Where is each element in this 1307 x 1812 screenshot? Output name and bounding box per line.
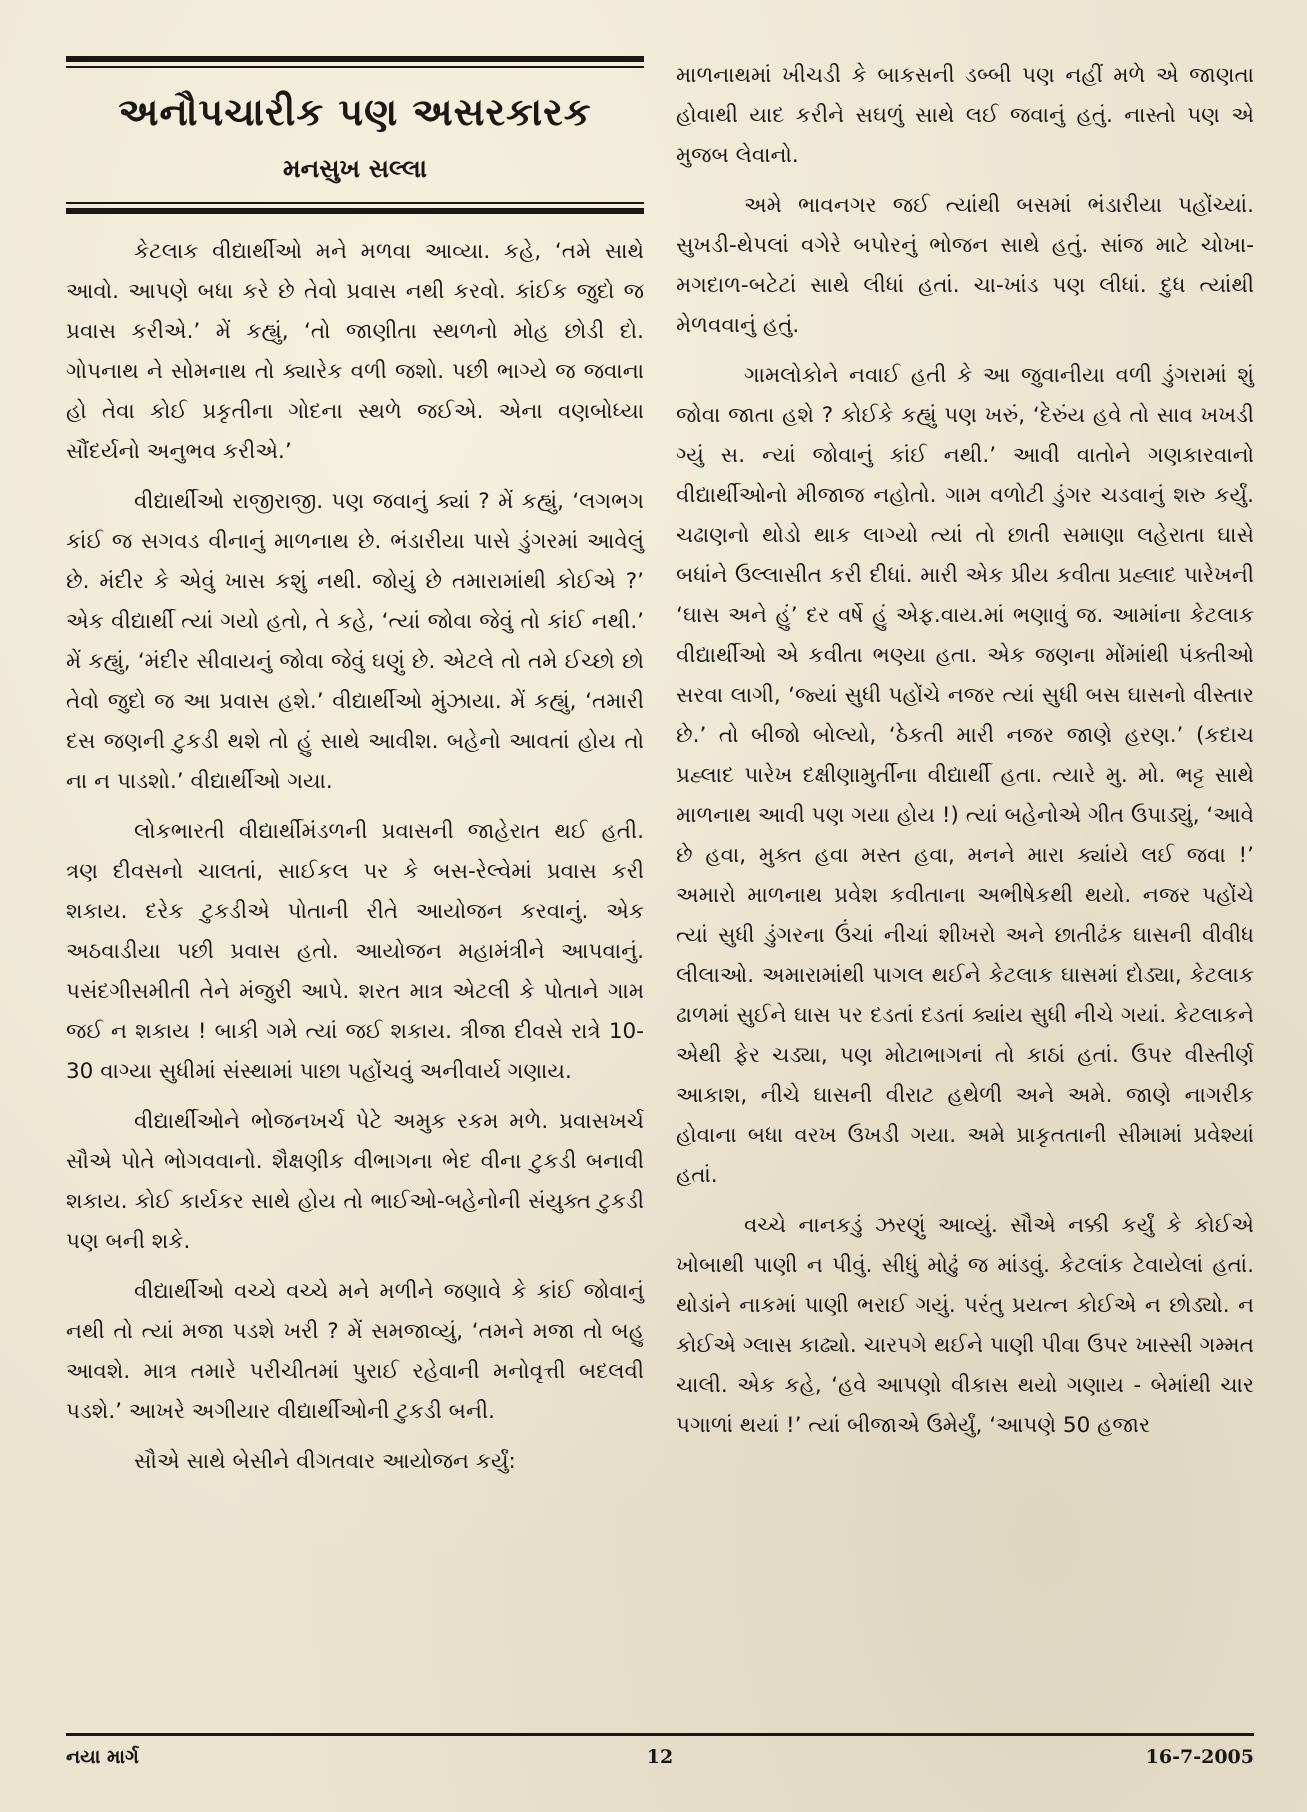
- paragraph: સૌએ સાથે બેસીને વીગતવાર આયોજન કર્યું:: [134, 1448, 516, 1474]
- article-title: અનૌપચારીક પણ અસરકારક: [118, 90, 592, 134]
- right-column: [676, 56, 1254, 1702]
- paragraph: લોકભારતી વીદ્યાર્થીમંડળની પ્રવાસની જાહેરાત થઈ હતી. ત્રણ દીવસનો ચાલતાં, સાઈકલ પર કે બસ-રેલ્વેમાં પ્રવાસ કરી શકાય. દરેક ટુકડીએ પોતાની રીતે આયોજન કરવાનું. એક અઠવાડીયા પછી પ્રવાસ હતો. આયોજન મહામંત્રીને આપવાનું. પસંદગીસમીતી તેને મંજુરી આપે. શરત માત્ર એટલી કે પોતાને ગામ જઈ ન શકાય ! બાકી ગમે ત્યાં જઈ શકાય. ત્રીજા દીવસે રાત્રે 10-30 વાગ્યા સુધીમાં સંસ્થામાં પાછા પહોંચવું અનીવાર્ય ગણાય.: [66, 818, 644, 1084]
- publication-name: નયા માર્ગ: [66, 1746, 139, 1768]
- paragraph: અમે ભાવનગર જઈ ત્યાંથી બસમાં ભંડારીયા પહોંચ્યાં. સુખડી-થેપલાં વગેરે બપોરનું ભોજન સાથે હતું. સાંજ માટે ચોખા-મગદાળ-બટેટાં સાથે લીધાં હતાં. ચા-ખાંડ પણ લીધાં. દુધ ત્યાંથી મેળવવાનું હતું.: [676, 193, 1254, 338]
- paragraph: વીદ્યાર્થીઓને ભોજનખર્ચ પેટે અમુક રકમ મળે. પ્રવાસખર્ચ સૌએ પોતે ભોગવવાનો. શૈક્ષણીક વીભાગના ભેદ વીના ટુકડી બનાવી શકાય. કોઈ કાર્યકર સાથે હોય તો ભાઈઓ-બહેનોની સંયુક્ત ટુકડી પણ બની શકે.: [66, 1108, 644, 1254]
- paragraph: વીદ્યાર્થીઓ વચ્ચે વચ્ચે મને મળીને જણાવે કે કાંઈ જોવાનું નથી તો ત્યાં મજા પડશે ખરી ? મેં સમજાવ્યું, ‘તમને મજા તો બહુ આવશે. માત્ર તમારે પરીચીતમાં પુરાઈ રહેવાની મનોવૃત્તી બદલવી પડશે.’ આખરે અગીયાર વીદ્યાર્થીઓની ટુકડી બની.: [66, 1278, 644, 1424]
- footer-rule: [66, 1733, 1254, 1736]
- paragraph: વીદ્યાર્થીઓ રાજીરાજી. પણ જવાનું ક્યાં ? મેં કહ્યું, ‘લગભગ કાંઈ જ સગવડ વીનાનું માળનાથ છે. ભંડારીયા પાસે ડુંગરમાં આવેલું છે. મંદીર કે એવું ખાસ કશું નથી. જોયું છે તમારામાંથી કોઈએ ?’ એક વીદ્યાર્થી ત્યાં ગયો હતો, તે કહે, ‘ત્યાં જોવા જેવું તો કાંઈ નથી.’ મેં કહ્યું, ‘મંદીર સીવાયનું જોવા જેવું ઘણું છે. એટલે તો તમે ઈચ્છો છો તેવો જુદો જ આ પ્રવાસ હશે.’ વીદ્યાર્થીઓ મુંઝાયા. મેં કહ્યું, ‘તમારી દસ જણની ટુકડી થશે તો હું સાથે આવીશ. બહેનો આવતાં હોય તો ના ન પાડશો.’ વીદ્યાર્થીઓ ગયા.: [66, 488, 644, 794]
- page-number: 12: [646, 1746, 674, 1768]
- paragraph: માળનાથમાં ખીચડી કે બાકસની ડબ્બી પણ નહીં મળે એ જાણતા હોવાથી યાદ કરીને સઘળું સાથે લઈ જવાનું હતું. નાસ્તો પણ એ મુજબ લેવાનો.: [676, 63, 1254, 168]
- title-top-thin-rule: [66, 66, 644, 68]
- paragraph: વચ્ચે નાનકડું ઝરણું આવ્યું. સૌએ નક્કી કર્યું કે કોઈએ ખોબાથી પાણી ન પીવું. સીધું મોઢું જ માંડવું. કેટલાંક ટેવાયેલાં હતાં. થોડાંને નાકમાં પાણી ભરાઈ ગયું. પરંતુ પ્રયત્ન કોઈએ ન છોડ્યો. ન કોઈએ ગ્લાસ કાઢ્યો. ચારપગે થઈને પાણી પીવા ઉપર ખાસ્સી ગમ્મત ચાલી. એક કહે, ‘હવે આપણો વીકાસ થયો ગણાય - બેમાંથી ચાર પગાળાં થયાં !’ ત્યાં બીજાએ ઉમેર્યું, ‘આપણે 50 હજાર: [676, 1213, 1254, 1438]
- issue-date: 16-7-2005: [1145, 1746, 1254, 1768]
- left-column: [66, 56, 644, 1702]
- paragraph: કેટલાક વીદ્યાર્થીઓ મને મળવા આવ્યા. કહે, ‘તમે સાથે આવો. આપણે બધા કરે છે તેવો પ્રવાસ નથી કરવો. કાંઈક જુદો જ પ્રવાસ કરીએ.’ મેં કહ્યું, ‘તો જાણીતા સ્થળનો મોહ છોડી દો. ગોપનાથ ને સોમનાથ તો ક્યારેક વળી જશો. પછી ભાગ્યે જ જવાના હો તેવા કોઈ પ્રકૃતીના ગોદના સ્થળે જઈએ. એના વણબોધ્યા સૌંદર્યનો અનુભવ કરીએ.’: [66, 238, 644, 464]
- paragraph: ગામલોકોને નવાઈ હતી કે આ જુવાનીયા વળી ડુંગરામાં શું જોવા જાતા હશે ? કોઈકે કહ્યું પણ ખરું, ‘દેરુંય હવે તો સાવ ખખડી ગ્યું સ. ન્યાં જોવાનું કાંઈ નથી.’ આવી વાતોને ગણકારવાનો વીદ્યાર્થીઓનો મીજાજ નહોતો. ગામ વળોટી ડુંગર ચડવાનું શરુ કર્યું. ચઢાણનો થોડો થાક લાગ્યો ત્યાં તો છાતી સમાણા લહેરાતા ઘાસે બધાંને ઉલ્લાસીત કરી દીધાં. મારી એક પ્રીય કવીતા પ્રહ્લાદ પારેખની ‘ઘાસ અને હું’ દર વર્ષે હું એફ.વાય.માં ભણાવું જ. આમાંના કેટલાક વીદ્યાર્થીઓ એ કવીતા ભણ્યા હતા. એક જણના મોંમાંથી પંક્તીઓ સરવા લાગી, ‘જ્યાં સુધી પહોંચે નજર ત્યાં સુધી બસ ઘાસનો વીસ્તાર છે.’ તો બીજો બોલ્યો, ‘ઠેકતી મારી નજર જાણે હરણ.’ (કદાચ પ્રહ્લાદ પારેખ દક્ષીણામુર્તીના વીદ્યાર્થી હતા. ત્યારે મુ. મો. ભટ્ટ સાથે માળનાથ આવી પણ ગયા હોય !) ત્યાં બહેનોએ ગીત ઉપાડ્યું, ‘આવે છે હવા, મુક્ત હવા મસ્ત હવા, મનને મારા ક્યાંયે લઈ જવા !’ અમારો માળનાથ પ્રવેશ કવીતાના અભીષેકથી થયો. નજર પહોંચે ત્યાં સુધી ડુંગરના ઉંચાં નીચાં શીખરો અને છાતીઢંક ઘાસની વીવીધ લીલાઓ. અમારામાંથી પાગલ થઈને કેટલાક ઘાસમાં દોડ્યા, કેટલાક ઢાળમાં સુઈને ઘાસ પર દડતાં દડતાં ક્યાંય સુધી નીચે ગયાં. કેટલાકને એથી ફેર ચડ્યા, પણ મોટાભાગનાં તો કાઠાં હતાં. ઉપર વીસ્તીર્ણ આકાશ, નીચે ઘાસની વીરાટ હથેળી અને અમે. જાણે નાગરીક હોવાના બધા વરખ ઉખડી ગયા. અમે પ્રાકૃતતાની સીમામાં પ્રવેશ્યાં હતાં.: [676, 363, 1254, 1188]
- article-author: મનસુખ સલ્લા: [282, 153, 428, 183]
- author-thick-rule: [66, 208, 644, 214]
